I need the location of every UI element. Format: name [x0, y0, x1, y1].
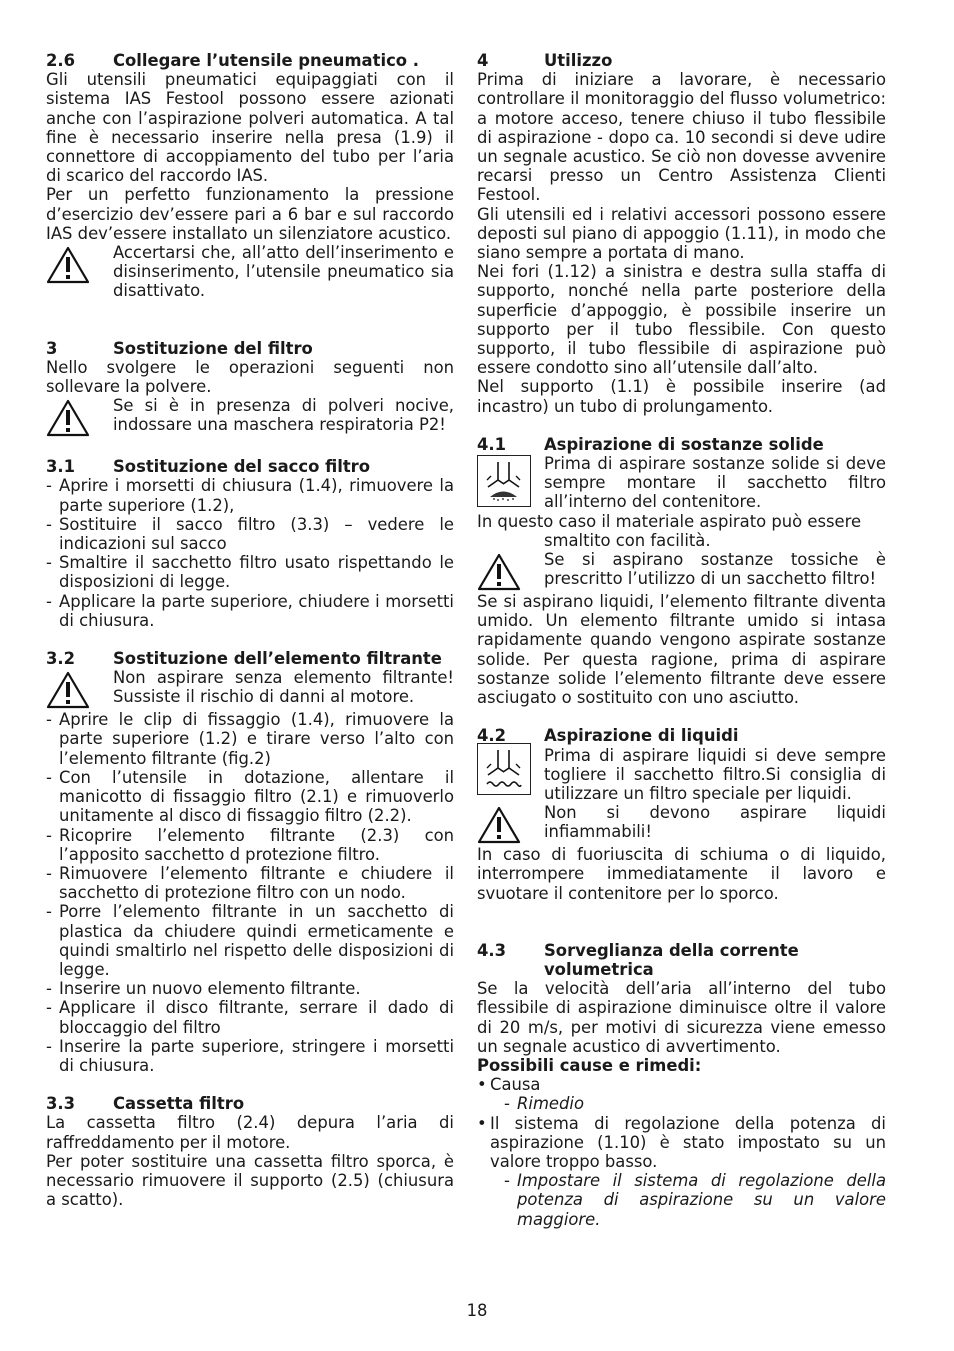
paragraph: Se si aspirano liquidi, l’elemento filtrante diventa umido. Un elemento filtrante umido si intasa rapidamente quando vengono aspirate sostanze solide. Per questa ragione, prima di aspirare sostanze solide l’elemento filtrante deve essere asciugato o sostituito con uno asciutto.	[477, 592, 886, 708]
section-heading	[46, 339, 454, 358]
warning-text: Accertarsi che, all’atto dell’inserimento e disinserimento, l’utensile pneumatico sia disattivato.	[113, 243, 454, 301]
section-title: Sostituzione dell’elemento filtrante	[113, 649, 442, 669]
section-number: 2.6	[46, 51, 76, 70]
section-title: Aspirazione di liquidi	[544, 726, 739, 746]
warning-triangle-icon	[46, 668, 113, 710]
paragraph: Per un perfetto funzionamento la pressione d’esercizio dev’essere pari a 6 bar e sul raccordo IAS dev’essere installato un silenziatore acustico.	[46, 185, 454, 243]
section-number: 4.1	[477, 434, 507, 454]
section-heading	[477, 726, 886, 745]
section-number: 3.1	[46, 457, 76, 477]
pictogram-text: Prima di aspirare liquidi si deve sempre togliere il sacchetto filtro.Si consiglia di utilizzare un filtro speciale per liquidi.	[544, 745, 886, 803]
section-number: 4.2	[477, 726, 507, 746]
liquid-suction-pictogram-icon	[477, 746, 544, 804]
cause-label: Causa	[490, 1075, 541, 1095]
solid-suction-pictogram-icon	[477, 454, 544, 512]
pictogram-note	[477, 454, 886, 512]
section-number: 4	[477, 51, 489, 70]
warning-note	[477, 803, 886, 845]
warning-text: Non si devono aspirare liquidi infiammabili!	[544, 803, 886, 842]
warning-text: Non aspirare senza elemento filtrante! Sussiste il rischio di danni al motore.	[113, 668, 454, 707]
warning-note	[46, 668, 454, 710]
list-item: - Porre l’elemento filtrante in un sacchetto di plastica da chiudere quindi ermeticamente e quindi smaltirlo nel rispetto delle disposizioni di legge.	[46, 902, 454, 979]
section-heading	[46, 457, 454, 476]
paragraph: Prima di iniziare a lavorare, è necessario controllare il monitoraggio del flusso volumetrico: a motore acceso, tenere chiuso il tubo flessibile di aspirazione - dopo ca. 10 secondi si deve udire un segnale acustico. Se ciò non dovesse avvenire recarsi presso un Centro Assistenza Clienti Festool.	[477, 70, 886, 205]
paragraph: Gli utensili ed i relativi accessori possono essere deposti sul piano di appoggio (1.11), in modo che siano sempre a portata di mano.	[477, 204, 886, 263]
paragraph: Gli utensili pneumatici equipaggiati con il sistema IAS Festool possono essere azionati anche con l’aspirazione polveri automatica. A tal fine è necessario inserire nella presa (1.9) il connettore di accoppiamento del tubo per l’aria di scarico del raccordo IAS.	[46, 70, 454, 186]
section-title: Aspirazione di sostanze solide	[544, 434, 824, 454]
list-item: - Ricoprire l’elemento filtrante (2.3) con l’apposito sacchetto d protezione filtro.	[46, 826, 454, 864]
section-heading	[46, 649, 454, 668]
paragraph: In caso di fuoriuscita di schiuma o di liquido, interrompere immediatamente il lavoro e svuotare il contenitore per lo sporco.	[477, 845, 886, 903]
list-item: - Inserire un nuovo elemento filtrante.	[46, 979, 454, 998]
list-item: - Inserire la parte superiore, stringere i morsetti di chiusura.	[46, 1037, 454, 1075]
paragraph: Se la velocità dell’aria all’interno del tubo flessibile di aspirazione diminuisce oltre il valore di 20 m/s, per motivi di sicurezza viene emesso un segnale acustico di avvertimento.	[477, 979, 886, 1056]
section-number: 3	[46, 338, 58, 358]
section-number: 3.2	[46, 649, 76, 669]
warning-text: Se si è in presenza di polveri nocive, indossare una maschera respiratoria P2!	[113, 396, 454, 435]
paragraph: Per poter sostituire una cassetta filtro sporca, è necessario rimuovere il supporto (2.5) (chiusura a scatto).	[46, 1151, 454, 1210]
list-item: - Sostituire il sacco filtro (3.3) – vedere le indicazioni sul sacco	[46, 515, 454, 553]
cause-text: Il sistema di regolazione della potenza di aspirazione (1.10) è stato impostato su un valore troppo basso.	[490, 1113, 886, 1171]
section-title: Cassetta filtro	[113, 1094, 245, 1114]
warning-triangle-icon	[46, 396, 113, 438]
list-item: - Applicare la parte superiore, chiudere i morsetti di chiusura.	[46, 592, 454, 630]
section-number: 4.3	[477, 940, 507, 960]
causes-heading: Possibili cause e rimedi:	[477, 1055, 702, 1075]
warning-triangle-icon	[46, 243, 113, 301]
paragraph: Nel supporto (1.1) è possibile inserire (ad incastro) un tubo di prolungamento.	[477, 377, 886, 416]
paragraph: Nei fori (1.12) a sinistra e destra sulla staffa di supporto, nonché nella parte posteriore della superficie d’appoggio, è possibile inserire un supporto per il tubo flessibile. Con questo supporto, il tubo flessibile di aspirazione può essere condotto sino all’utensile dall’alto.	[477, 262, 886, 378]
section-heading	[46, 51, 454, 70]
section-heading	[477, 435, 886, 454]
list-item: - Aprire i morsetti di chiusura (1.4), rimuovere la parte superiore (1.2),	[46, 476, 454, 514]
list-item	[477, 1075, 886, 1113]
paragraph: In questo caso il materiale aspirato può essere	[477, 511, 862, 531]
pictogram-text: Prima di aspirare sostanze solide si deve sempre montare il sacchetto filtro all’interno del contenitore.	[544, 454, 886, 512]
remedy-text: - Impostare il sistema di regolazione della potenza di aspirazione su un valore maggiore.	[490, 1171, 886, 1229]
warning-text: Se si aspirano sostanze tossiche è prescritto l’utilizzo di un sacchetto filtro!	[544, 550, 886, 589]
causes-list	[477, 1075, 886, 1229]
remedy-label: - Rimedio	[490, 1094, 886, 1113]
section-title: Collegare l’utensile pneumatico .	[113, 51, 419, 70]
paragraph: La cassetta filtro (2.4) depura l’aria di raffreddamento per il motore.	[46, 1113, 454, 1152]
section-number: 3.3	[46, 1094, 76, 1114]
section-title: Sostituzione del sacco filtro	[113, 457, 371, 477]
warning-note	[46, 243, 454, 301]
step-list	[46, 710, 454, 1075]
paragraph: smaltito con facilità.	[544, 530, 711, 550]
section-title: Sostituzione del filtro	[113, 338, 313, 358]
list-item: - Rimuovere l’elemento filtrante e chiudere il sacchetto di protezione filtro con un nodo.	[46, 864, 454, 902]
section-heading	[477, 941, 886, 979]
warning-triangle-icon	[477, 550, 544, 592]
list-item: - Applicare il disco filtrante, serrare il dado di bloccaggio del filtro	[46, 998, 454, 1036]
step-list	[46, 476, 454, 630]
warning-note	[477, 550, 886, 592]
warning-note	[46, 396, 454, 438]
list-item: - Smaltire il sacchetto filtro usato rispettando le disposizioni di legge.	[46, 553, 454, 591]
left-column	[46, 51, 454, 1209]
section-title: Sorveglianza della corrente volumetrica	[544, 940, 799, 979]
list-item: - Con l’utensile in dotazione, allentare il manicotto di fissaggio filtro (2.1) e rimuoverlo unitamente al disco di fissaggio filtro (2.2).	[46, 768, 454, 826]
section-title: Utilizzo	[544, 51, 613, 70]
warning-triangle-icon	[477, 803, 544, 845]
section-heading	[477, 51, 886, 70]
list-item: - Aprire le clip di fissaggio (1.4), rimuovere la parte superiore (1.2) e tirare verso l’alto con l’elemento filtrante (fig.2)	[46, 710, 454, 768]
list-item	[477, 1114, 886, 1229]
section-heading	[46, 1094, 454, 1113]
page-number: 18	[466, 1301, 488, 1320]
pictogram-note	[477, 746, 886, 804]
paragraph: Nello svolgere le operazioni seguenti non sollevare la polvere.	[46, 357, 454, 397]
right-column	[477, 51, 886, 1229]
